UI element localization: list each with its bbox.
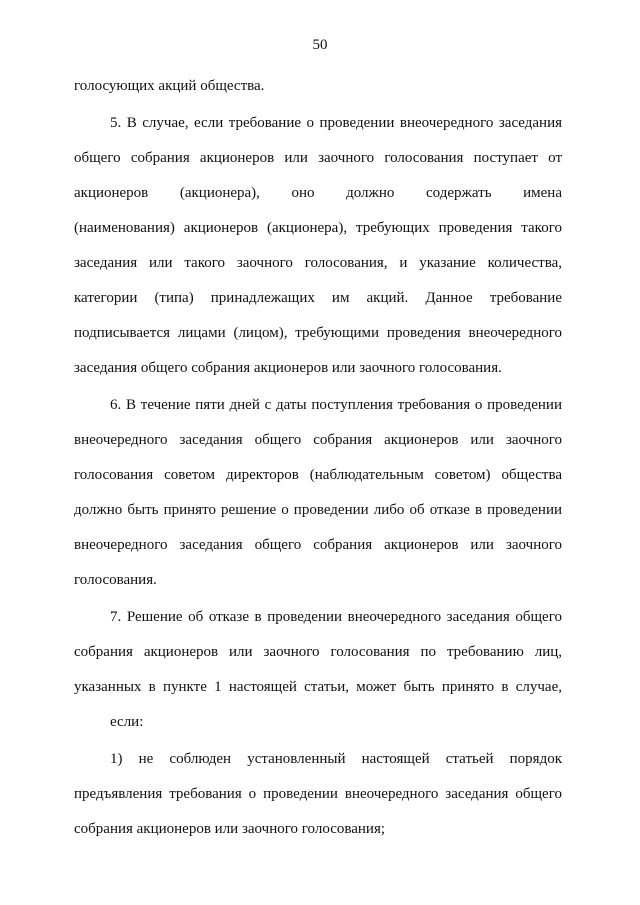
paragraph-5-line: подписывается лицами (лицом), требующими проведения внеочередного bbox=[74, 325, 562, 341]
paragraph-5-line: заседания или такого заочного голосования, и указание количества, bbox=[74, 255, 562, 271]
paragraph-7-line: указанных в пункте 1 настоящей статьи, может быть принято в случае, bbox=[74, 679, 562, 695]
page-number: 50 bbox=[312, 37, 328, 53]
list-item-1-line: 1) не соблюден установленный настоящей статьей порядок bbox=[110, 751, 562, 767]
paragraph-5-line: (наименования) акционеров (акционера), требующих проведения такого bbox=[74, 220, 562, 236]
paragraph-6-line: внеочередного заседания общего собрания акционеров или заочного bbox=[74, 537, 562, 553]
paragraph-5-line: акционеров (акционера), оно должно содержать имена bbox=[74, 185, 562, 201]
paragraph-6-line: голосования. bbox=[74, 572, 157, 588]
paragraph-6-line: внеочередного заседания общего собрания акционеров или заочного bbox=[74, 432, 562, 448]
paragraph-6-line: должно быть принято решение о проведении либо об отказе в проведении bbox=[74, 502, 562, 518]
text-line: голосующих акций общества. bbox=[74, 78, 265, 94]
paragraph-5-line: заседания общего собрания акционеров или заочного голосования. bbox=[74, 360, 502, 376]
paragraph-6-line: голосования советом директоров (наблюдательным советом) общества bbox=[74, 467, 562, 483]
paragraph-5-line: 5. В случае, если требование о проведении внеочередного заседания bbox=[110, 115, 562, 131]
paragraph-5-line: категории (типа) принадлежащих им акций. Данное требование bbox=[74, 290, 562, 306]
list-item-1-line: предъявления требования о проведении внеочередного заседания общего bbox=[74, 786, 562, 802]
paragraph-7-line: собрания акционеров или заочного голосования по требованию лиц, bbox=[74, 644, 562, 660]
paragraph-7-line: 7. Решение об отказе в проведении внеочередного заседания общего bbox=[110, 609, 562, 625]
list-item-1-line: собрания акционеров или заочного голосования; bbox=[74, 821, 386, 837]
paragraph-6-line: 6. В течение пяти дней с даты поступления требования о проведении bbox=[110, 397, 562, 413]
paragraph-7-line: если: bbox=[110, 714, 144, 730]
paragraph-5-line: общего собрания акционеров или заочного голосования поступает от bbox=[74, 150, 562, 166]
